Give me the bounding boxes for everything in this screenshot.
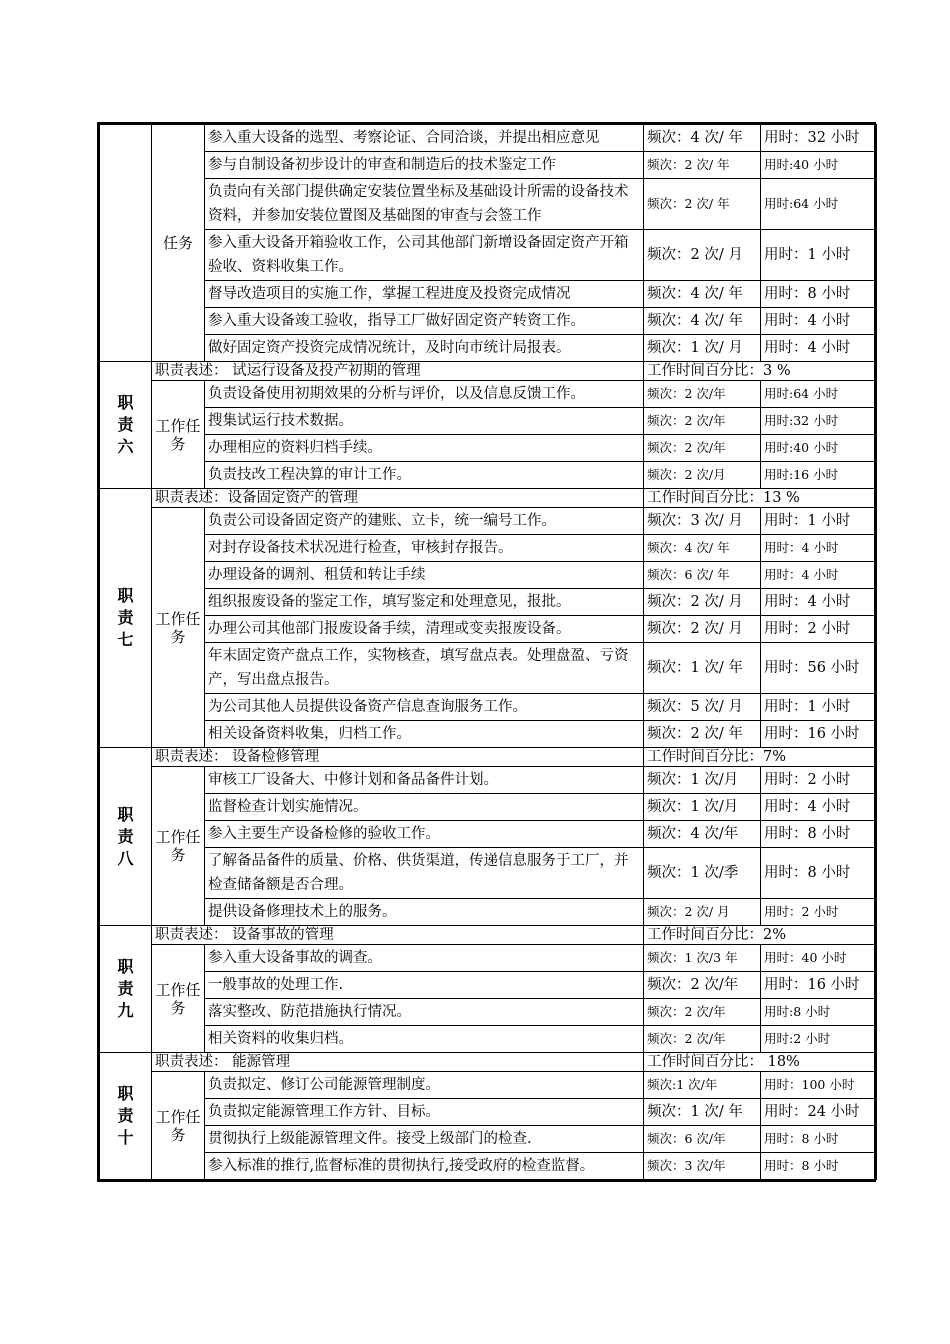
table-row bbox=[100, 848, 877, 899]
task-frequency: 频次：2 次/月 bbox=[644, 462, 761, 489]
task-text: 参入重大设备竣工验收，指导工厂做好固定资产转资工作。 bbox=[205, 308, 644, 335]
table-row bbox=[100, 125, 877, 152]
task-label: 工作任务 bbox=[152, 1072, 205, 1180]
duty-title-char: 责 bbox=[117, 1106, 134, 1125]
task-time: 用时：24 小时 bbox=[761, 1099, 877, 1126]
task-time: 用时：8 小时 bbox=[761, 821, 877, 848]
task-time: 用时:40 小时 bbox=[761, 152, 877, 179]
task-time: 用时：40 小时 bbox=[761, 945, 877, 972]
duty-title-char: 责 bbox=[117, 826, 134, 846]
task-frequency: 频次：6 次/ 年 bbox=[644, 562, 761, 589]
task-time: 用时：16 小时 bbox=[761, 972, 877, 999]
duty-title-char: 六 bbox=[117, 437, 134, 456]
task-frequency: 频次：1 次/ 月 bbox=[644, 335, 761, 362]
task-text: 搜集试运行技术数据。 bbox=[205, 408, 644, 435]
table-row bbox=[100, 1153, 877, 1180]
task-time: 用时：100 小时 bbox=[761, 1072, 877, 1099]
task-frequency: 频次：2 次/年 bbox=[644, 408, 761, 435]
task-time: 用时：8 小时 bbox=[761, 848, 877, 899]
duty-title-char: 九 bbox=[117, 1001, 134, 1020]
duty-header-row bbox=[100, 1053, 877, 1072]
table-row bbox=[100, 945, 877, 972]
table-row bbox=[100, 899, 877, 926]
task-time: 用时：1 小时 bbox=[761, 694, 877, 721]
table-row bbox=[100, 508, 877, 535]
task-time: 用时:2 小时 bbox=[761, 1026, 877, 1053]
task-time: 用时：8 小时 bbox=[761, 1126, 877, 1153]
table-row bbox=[100, 616, 877, 643]
duty-description: 职责表述： 能源管理 bbox=[152, 1053, 644, 1072]
work-time-percentage: 工作时间百分比：2% bbox=[644, 926, 877, 945]
task-frequency: 频次：2 次/ 月 bbox=[644, 899, 761, 926]
task-text: 负责公司设备固定资产的建账、立卡，统一编号工作。 bbox=[205, 508, 644, 535]
duty-title-char: 职 bbox=[117, 804, 134, 824]
task-text: 做好固定资产投资完成情况统计，及时向市统计局报表。 bbox=[205, 335, 644, 362]
work-time-percentage: 工作时间百分比： 18% bbox=[644, 1053, 877, 1072]
responsibility-table bbox=[99, 124, 877, 1180]
task-frequency: 频次：2 次/年 bbox=[644, 1026, 761, 1053]
duty-title bbox=[100, 362, 152, 489]
table-row bbox=[100, 999, 877, 1026]
duty-title-char: 职 bbox=[117, 393, 134, 412]
task-frequency: 频次：4 次/ 年 bbox=[644, 125, 761, 152]
work-time-percentage: 工作时间百分比：7% bbox=[644, 748, 877, 767]
task-label: 任务 bbox=[152, 125, 205, 362]
task-text: 负责拟定能源管理工作方针、目标。 bbox=[205, 1099, 644, 1126]
task-time: 用时：4 小时 bbox=[761, 308, 877, 335]
duty-title-char: 八 bbox=[117, 848, 134, 868]
task-time: 用时:8 小时 bbox=[761, 999, 877, 1026]
task-text: 相关设备资料收集，归档工作。 bbox=[205, 721, 644, 748]
task-text: 负责拟定、修订公司能源管理制度。 bbox=[205, 1072, 644, 1099]
table-row bbox=[100, 230, 877, 281]
duty-title-char: 职 bbox=[117, 1084, 134, 1103]
table-row bbox=[100, 694, 877, 721]
table-row bbox=[100, 408, 877, 435]
task-time: 用时：16 小时 bbox=[761, 721, 877, 748]
task-time: 用时：4 小时 bbox=[761, 535, 877, 562]
task-frequency: 频次：2 次/ 月 bbox=[644, 230, 761, 281]
task-text: 参入重大设备的选型、考察论证、合同洽谈，并提出相应意见 bbox=[205, 125, 644, 152]
table-row bbox=[100, 381, 877, 408]
task-text: 参入重大设备事故的调查。 bbox=[205, 945, 644, 972]
task-label: 工作任务 bbox=[152, 381, 205, 489]
task-text: 组织报废设备的鉴定工作，填写鉴定和处理意见，报批。 bbox=[205, 589, 644, 616]
duty-header-row bbox=[100, 926, 877, 945]
table-row bbox=[100, 1099, 877, 1126]
table-row bbox=[100, 435, 877, 462]
task-text: 参入标准的推行,监督标准的贯彻执行,接受政府的检查监督。 bbox=[205, 1153, 644, 1180]
task-frequency: 频次：3 次/年 bbox=[644, 1153, 761, 1180]
table-row bbox=[100, 794, 877, 821]
duty-title-char: 十 bbox=[117, 1128, 134, 1147]
table-row bbox=[100, 589, 877, 616]
task-text: 落实整改、防范措施执行情况。 bbox=[205, 999, 644, 1026]
task-time: 用时:16 小时 bbox=[761, 462, 877, 489]
table-row bbox=[100, 562, 877, 589]
work-time-percentage: 工作时间百分比：13 % bbox=[644, 489, 877, 508]
task-text: 监督检查计划实施情况。 bbox=[205, 794, 644, 821]
table-row bbox=[100, 1126, 877, 1153]
duty-title-char: 责 bbox=[117, 415, 134, 434]
table-row bbox=[100, 152, 877, 179]
task-frequency: 频次：2 次/ 年 bbox=[644, 721, 761, 748]
task-time: 用时：2 小时 bbox=[761, 899, 877, 926]
task-frequency: 频次：1 次/ 年 bbox=[644, 643, 761, 694]
task-time: 用时：8 小时 bbox=[761, 1153, 877, 1180]
table-row bbox=[100, 281, 877, 308]
table-row bbox=[100, 821, 877, 848]
task-text: 贯彻执行上级能源管理文件。接受上级部门的检查. bbox=[205, 1126, 644, 1153]
task-frequency: 频次：1 次/月 bbox=[644, 767, 761, 794]
task-time: 用时：2 小时 bbox=[761, 616, 877, 643]
task-time: 用时：2 小时 bbox=[761, 767, 877, 794]
duty-header-row bbox=[100, 362, 877, 381]
task-label: 工作任务 bbox=[152, 767, 205, 926]
task-text: 办理相应的资料归档手续。 bbox=[205, 435, 644, 462]
task-frequency: 频次：1 次/月 bbox=[644, 794, 761, 821]
task-frequency: 频次：4 次/ 年 bbox=[644, 308, 761, 335]
duty-title-char: 责 bbox=[117, 608, 134, 627]
task-text: 为公司其他人员提供设备资产信息查询服务工作。 bbox=[205, 694, 644, 721]
task-frequency: 频次：2 次/年 bbox=[644, 999, 761, 1026]
task-frequency: 频次：4 次/ 年 bbox=[644, 281, 761, 308]
duty-cell-continued bbox=[100, 125, 152, 362]
task-frequency: 频次：4 次/年 bbox=[644, 821, 761, 848]
task-frequency: 频次：2 次/ 月 bbox=[644, 589, 761, 616]
task-frequency: 频次:1 次/年 bbox=[644, 1072, 761, 1099]
task-time: 用时：56 小时 bbox=[761, 643, 877, 694]
task-time: 用时：1 小时 bbox=[761, 508, 877, 535]
table-row bbox=[100, 1072, 877, 1099]
table-row bbox=[100, 462, 877, 489]
task-time: 用时:64 小时 bbox=[761, 179, 877, 230]
task-text: 提供设备修理技术上的服务。 bbox=[205, 899, 644, 926]
task-text: 办理设备的调剂、租赁和转让手续 bbox=[205, 562, 644, 589]
task-frequency: 频次：2 次/ 年 bbox=[644, 152, 761, 179]
duty-title-char: 职 bbox=[117, 586, 134, 605]
task-text: 了解备品备件的质量、价格、供货渠道，传递信息服务于工厂，并检查储备额是否合理。 bbox=[205, 848, 644, 899]
task-text: 督导改造项目的实施工作，掌握工程进度及投资完成情况 bbox=[205, 281, 644, 308]
task-time: 用时：1 小时 bbox=[761, 230, 877, 281]
task-frequency: 频次：1 次/季 bbox=[644, 848, 761, 899]
task-frequency: 频次：2 次/ 月 bbox=[644, 616, 761, 643]
duty-header-row bbox=[100, 489, 877, 508]
task-time: 用时：8 小时 bbox=[761, 281, 877, 308]
task-text: 参入主要生产设备检修的验收工作。 bbox=[205, 821, 644, 848]
duty-description: 职责表述： 设备检修管理 bbox=[152, 748, 644, 767]
task-frequency: 频次：3 次/ 月 bbox=[644, 508, 761, 535]
table-row bbox=[100, 179, 877, 230]
work-time-percentage: 工作时间百分比：3 % bbox=[644, 362, 877, 381]
task-time: 用时:64 小时 bbox=[761, 381, 877, 408]
task-frequency: 频次：2 次/年 bbox=[644, 972, 761, 999]
task-text: 办理公司其他部门报废设备手续，清理或变卖报废设备。 bbox=[205, 616, 644, 643]
task-frequency: 频次：5 次/ 月 bbox=[644, 694, 761, 721]
duty-title-char: 职 bbox=[117, 957, 134, 976]
task-time: 用时：4 小时 bbox=[761, 794, 877, 821]
task-label: 工作任务 bbox=[152, 508, 205, 748]
table-row bbox=[100, 972, 877, 999]
task-text: 参与自制设备初步设计的审查和制造后的技术鉴定工作 bbox=[205, 152, 644, 179]
duty-title-char: 责 bbox=[117, 979, 134, 998]
task-text: 相关资料的收集归档。 bbox=[205, 1026, 644, 1053]
task-frequency: 频次：2 次/ 年 bbox=[644, 179, 761, 230]
table-row bbox=[100, 1026, 877, 1053]
duty-title bbox=[100, 748, 152, 926]
duty-table bbox=[97, 122, 876, 1182]
task-text: 对封存设备技术状况进行检查，审核封存报告。 bbox=[205, 535, 644, 562]
task-time: 用时：4 小时 bbox=[761, 589, 877, 616]
task-text: 负责设备使用初期效果的分析与评价，以及信息反馈工作。 bbox=[205, 381, 644, 408]
task-time: 用时：4 小时 bbox=[761, 562, 877, 589]
task-time: 用时:40 小时 bbox=[761, 435, 877, 462]
task-label: 工作任务 bbox=[152, 945, 205, 1053]
duty-description: 职责表述： 设备事故的管理 bbox=[152, 926, 644, 945]
table-row bbox=[100, 721, 877, 748]
task-text: 一般事故的处理工作. bbox=[205, 972, 644, 999]
task-text: 负责向有关部门提供确定安装位置坐标及基础设计所需的设备技术资料，并参加安装位置图及基础图的审查与会签工作 bbox=[205, 179, 644, 230]
task-time: 用时：4 小时 bbox=[761, 335, 877, 362]
duty-description: 职责表述： 试运行设备及投产初期的管理 bbox=[152, 362, 644, 381]
task-frequency: 频次：6 次/年 bbox=[644, 1126, 761, 1153]
table-row bbox=[100, 643, 877, 694]
table-row bbox=[100, 535, 877, 562]
task-time: 用时:32 小时 bbox=[761, 408, 877, 435]
duty-description: 职责表述：设备固定资产的管理 bbox=[152, 489, 644, 508]
duty-title bbox=[100, 926, 152, 1053]
table-row bbox=[100, 767, 877, 794]
table-row bbox=[100, 308, 877, 335]
duty-title bbox=[100, 1053, 152, 1180]
task-frequency: 频次：2 次/年 bbox=[644, 381, 761, 408]
task-text: 审核工厂设备大、中修计划和备品备件计划。 bbox=[205, 767, 644, 794]
task-frequency: 频次：2 次/年 bbox=[644, 435, 761, 462]
duty-header-row bbox=[100, 748, 877, 767]
task-text: 负责技改工程决算的审计工作。 bbox=[205, 462, 644, 489]
task-text: 年末固定资产盘点工作，实物核查，填写盘点表。处理盘盈、亏资产，写出盘点报告。 bbox=[205, 643, 644, 694]
table-row bbox=[100, 335, 877, 362]
task-time: 用时：32 小时 bbox=[761, 125, 877, 152]
task-frequency: 频次：4 次/ 年 bbox=[644, 535, 761, 562]
duty-title bbox=[100, 489, 152, 748]
task-frequency: 频次：1 次/3 年 bbox=[644, 945, 761, 972]
task-text: 参入重大设备开箱验收工作，公司其他部门新增设备固定资产开箱验收、资料收集工作。 bbox=[205, 230, 644, 281]
task-frequency: 频次：1 次/ 年 bbox=[644, 1099, 761, 1126]
duty-title-char: 七 bbox=[117, 630, 134, 649]
